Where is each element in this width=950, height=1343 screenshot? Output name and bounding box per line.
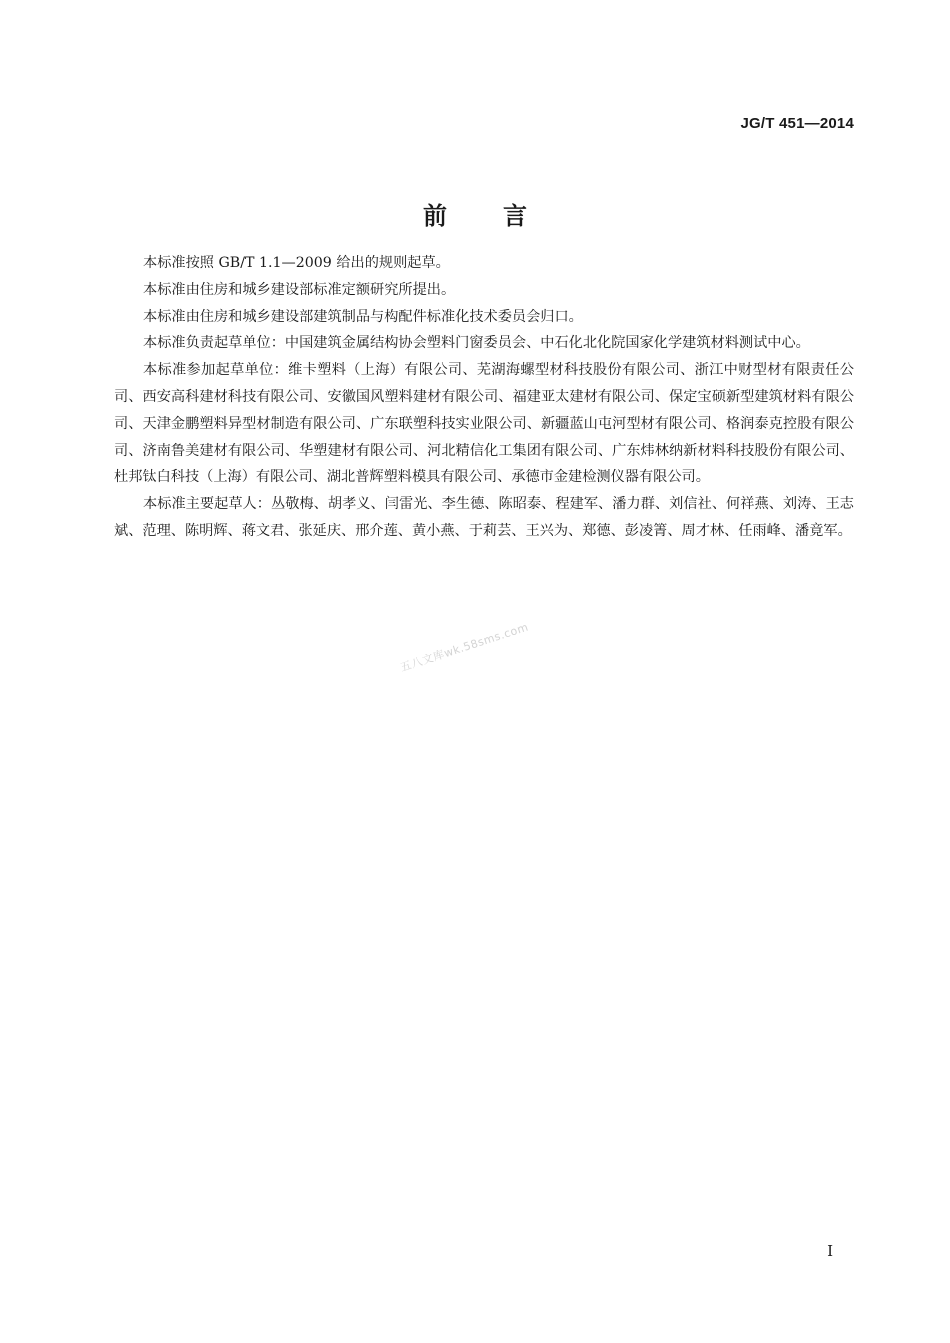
paragraph-drafting-rules: 本标准按照 GB/T 1.1—2009 给出的规则起草。 [143,255,450,271]
paragraph-main-drafters: 本标准主要起草人：丛敬梅、胡孝义、闫雷光、李生德、陈昭泰、程建军、潘力群、刘信社、何祥燕、刘涛、王志斌、范理、陈明辉、蒋文君、张延庆、邢介莲、黄小燕、于莉芸、王兴为、郑德、彭凌箐、周才林、任雨峰、潘竟军。 [114,496,854,539]
page-title: 前言 [423,202,583,230]
paragraph-responsible-units: 本标准负责起草单位：中国建筑金属结构协会塑料门窗委员会、中石化北化院国家化学建筑材料测试中心。 [143,335,810,352]
paragraph-administrator: 本标准由住房和城乡建设部建筑制品与构配件标准化技术委员会归口。 [143,308,583,325]
paragraph-proposer: 本标准由住房和城乡建设部标准定额研究所提出。 [143,281,456,298]
watermark: 五八文库wk.58sms.com [398,620,531,675]
paragraph-participating-units: 本标准参加起草单位：维卡塑料（上海）有限公司、芜湖海螺型材科技股份有限公司、浙江中财型材有限责任公司、西安高科建材科技有限公司、安徽国风塑料建材有限公司、福建亚太建材有限公司、保定宝硕新型建筑材料有限公司、天津金鹏塑料异型材制造有限公司、广东联塑科技实业限公司、新疆蓝山屯河型材有限公司、格润泰克控股有限公司、济南鲁美建材有限公司、华塑建材有限公司、河北精信化工集团有限公司、广东炜林纳新材料科技股份有限公司、杜邦钛白科技（上海）有限公司、湖北普辉塑料模具有限公司、承德市金建检测仪器有限公司。 [114,362,854,486]
document-body [114,250,854,545]
standard-code: JG/T 451—2014 [740,115,854,132]
page-number: I [827,1242,833,1260]
